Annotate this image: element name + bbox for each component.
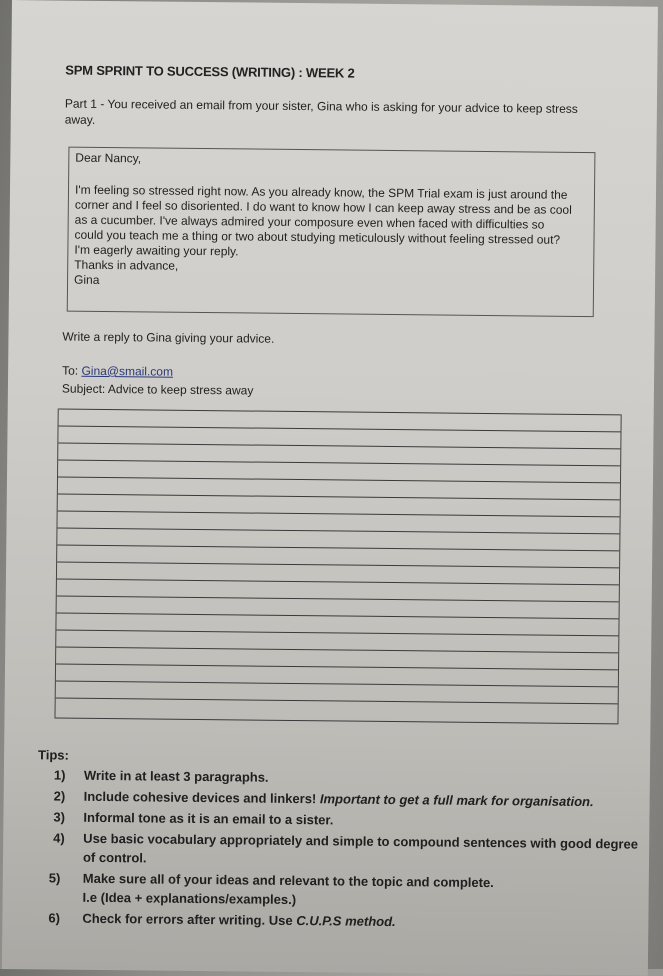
writing-line [56, 646, 618, 653]
tip-number: 5) [48, 870, 61, 886]
writing-line [56, 663, 618, 670]
tips-heading: Tips: [38, 747, 70, 763]
tip-number: 6) [48, 910, 61, 926]
instruction-text: Write a reply to Gina giving your advice. [62, 329, 275, 346]
writing-line [58, 443, 620, 450]
tip-text: Informal tone as it is an email to a sister. [83, 809, 334, 828]
writing-line [56, 680, 618, 687]
writing-line [57, 545, 619, 552]
writing-line [57, 596, 619, 603]
email-signature: Gina [74, 272, 100, 287]
writing-line [57, 613, 619, 620]
writing-line [57, 528, 619, 535]
writing-line [55, 717, 617, 724]
tip-text: Include cohesive devices and linkers! [83, 788, 317, 807]
writing-line [58, 460, 620, 467]
writing-line [57, 579, 619, 586]
page-title: SPM SPRINT TO SUCCESS (WRITING) : WEEK 2 [65, 62, 355, 81]
tip-item [43, 868, 643, 912]
tip-text: Use basic vocabulary appropriately and simple to compound sentences with good degree of control. [82, 830, 639, 866]
writing-lines[interactable] [54, 409, 621, 725]
writing-line [57, 562, 619, 569]
tip-text: Make sure all of your ideas and relevant to the topic and complete. [82, 870, 494, 891]
to-label: To: [62, 363, 79, 378]
tip-item [42, 908, 642, 933]
tip-item [43, 828, 643, 872]
writing-line [58, 494, 620, 501]
email-closing: Thanks in advance, [74, 257, 179, 273]
writing-line [59, 426, 621, 433]
tip-emphasis: C.U.P.S method. [296, 913, 396, 930]
tip-number: 3) [53, 809, 66, 825]
email-box [67, 147, 596, 318]
writing-line [58, 511, 620, 518]
tip-number: 4) [53, 830, 65, 846]
worksheet-page [2, 0, 658, 976]
tip-text: Check for errors after writing. Use [82, 910, 293, 928]
subject-line: Subject: Advice to keep stress away [61, 381, 254, 398]
to-line [62, 364, 173, 379]
tip-number: 2) [53, 788, 66, 804]
tip-emphasis: Important to get a full mark for organisation. [319, 791, 594, 810]
writing-line [59, 409, 621, 416]
tip-text: Write in at least 3 paragraphs. [83, 767, 269, 785]
writing-line [56, 697, 618, 704]
tip-subtext: I.e (Idea + explanations/examples.) [82, 889, 297, 908]
email-body: I'm feeling so stressed right now. As you already know, the SPM Trial exam is just around the corner and I feel so disoriented. I do want to know how I can keep away stress and be as cool as a cucumber. I've always admired your composure even when faced with difficulties so could you teach me a thing or two about studying meticulously without feeling stressed out? I'm eagerly awaiting your reply. [74, 182, 572, 259]
writing-line [56, 629, 618, 636]
part1-prompt: Part 1 - You received an email from your sister, Gina who is asking for your advice to keep stress away. [64, 96, 578, 127]
email-greeting: Dear Nancy, [75, 150, 142, 166]
to-email-link[interactable]: Gina@smail.com [81, 363, 174, 379]
writing-line [58, 477, 620, 484]
tips-list [42, 765, 644, 935]
tip-number: 1) [53, 767, 66, 783]
